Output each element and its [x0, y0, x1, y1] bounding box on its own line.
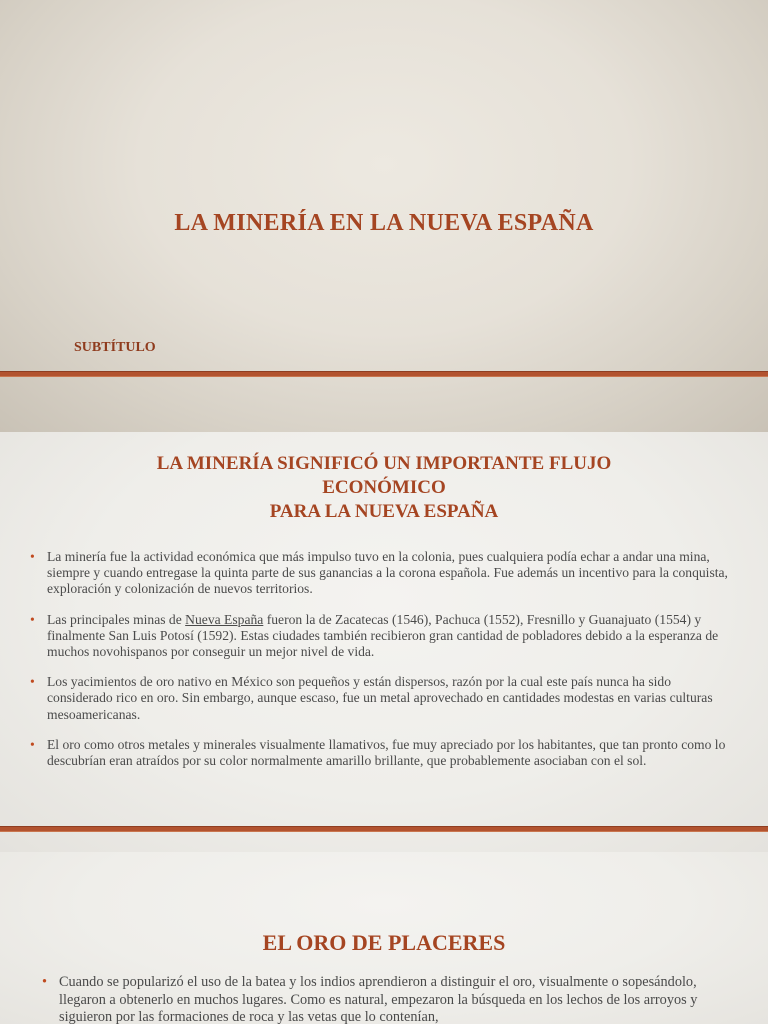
heading-line: ECONÓMICO [322, 477, 446, 498]
bullet-text: El oro como otros metales y minerales visualmente llamativos, fue muy apreciado por los habitantes, que tan pronto como lo descubrían eran atraídos por su color normalmente amarillo brillante, que probablemente asociaban con el sol. [47, 736, 726, 769]
content-slide-oro-placeres [0, 852, 768, 1024]
slide-subtitle: SUBTÍTULO [74, 340, 156, 355]
bullet-text: La minería fue la actividad económica que más impulso tuvo en la colonia, pues cualquiera podía echar a andar una mina, siempre y cuando entregase la quinta parte de sus ganancias a la corona española. Fue además un incentivo para la conquista, exploración y colonización de nuevos territorios. [47, 549, 728, 597]
bullet-item [30, 612, 730, 661]
bullet-item [42, 974, 732, 1024]
nueva-espana-link[interactable]: Nueva España [185, 611, 264, 627]
bullet-icon: • [30, 549, 35, 564]
content-slide-mineria [0, 432, 768, 852]
bullet-icon: • [30, 611, 35, 627]
bullet-list [30, 549, 730, 783]
bullet-text-before: Las principales minas de [47, 611, 186, 627]
bullet-text: Cuando se popularizó el uso de la batea y los indios aprendieron a distinguir el oro, visualmente o sopesándolo, llegaron a obtenerlo en muchos lugares. Como es natural, empezaron la búsqueda en los lechos de los arroyos y siguieron por las formaciones de roca y las vetas que lo contenían, [59, 974, 698, 1024]
bullet-icon: • [30, 674, 35, 690]
title-slide [0, 0, 768, 432]
bullet-item [30, 737, 730, 769]
bullet-text: Los yacimientos de oro nativo en México son pequeños y están dispersos, razón por la cual este país nunca ha sido considerado rico en oro. Sin embargo, aunque escaso, fue un metal aprovechado en cantidades modestas en varias culturas mesoamericanas. [47, 674, 713, 722]
bullet-item [30, 674, 730, 723]
slide-heading: EL ORO DE PLACERES [262, 930, 506, 955]
divider-rule [0, 371, 768, 377]
slide-heading [0, 452, 768, 524]
heading-line: PARA LA NUEVA ESPAÑA [269, 501, 499, 522]
bullet-icon: • [42, 974, 48, 990]
divider-rule [0, 826, 768, 832]
heading-line: LA MINERÍA SIGNIFICÓ UN IMPORTANTE FLUJO [156, 453, 612, 474]
bullet-item [30, 549, 730, 598]
bullet-list [42, 974, 732, 1024]
bullet-text-after: fueron la de Zacatecas (1546), Pachuca (1552), Fresnillo y Guanajuato (1554) y finalmente San Luis Potosí (1592). Estas ciudades también recibieron gran cantidad de pobladores debido a la esperanza de muchos novohispanos por conseguir un mejor nivel de vida. [47, 611, 719, 660]
bullet-icon: • [30, 736, 35, 752]
slide-title: LA MINERÍA EN LA NUEVA ESPAÑA [174, 210, 594, 236]
